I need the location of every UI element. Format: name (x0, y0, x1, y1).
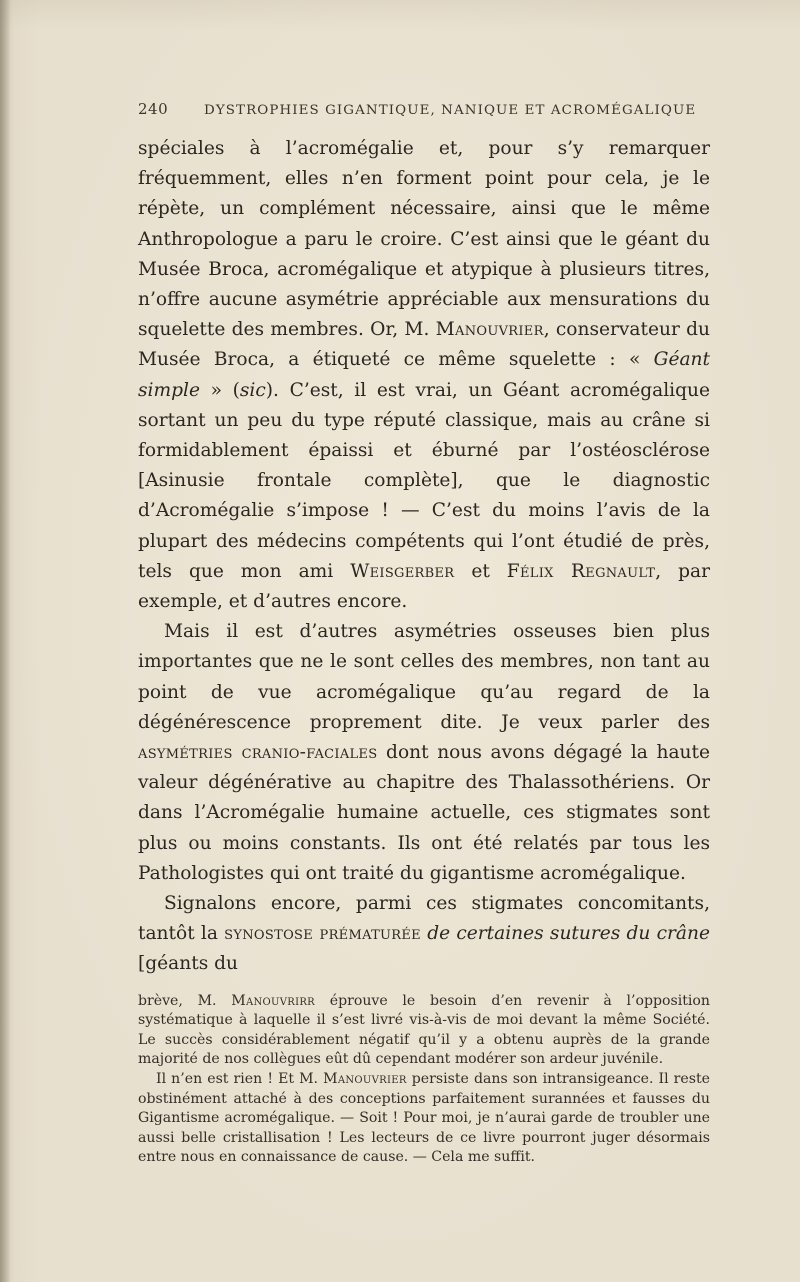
paragraph-2 (138, 617, 710, 889)
text-run: persiste dans son intransigeance. Il reste obstinément attaché à des conceptions parfaitement surannées et fausses du Gigantisme acromégalique. — Soit ! Pour moi, je n’aurai garde de troubler une aussi belle cristallisation ! Les lecteurs de ce livre pourront juger désormais entre nous en connaissance de cause. — Cela me suffit. (138, 1071, 710, 1166)
text-run: éprouve le besoin d’en revenir à l’opposition systématique à laquelle il s’est livré vis-à-vis de moi devant la même Société. Le succès considérablement négatif qu’il y a obtenu auprès de la grande majorité de nos collègues eût dû cependant modérer son ardeur juvénile. (138, 992, 710, 1068)
footnote-paragraph-1 (138, 992, 710, 1070)
footnote (138, 992, 710, 1168)
quoted-label: Géant simple (138, 349, 710, 401)
text-run: spéciales à l’acromégalie et, pour s’y remarquer fréquemment, elles n’en forment point pour cela, je le répète, un complément nécessaire, ainsi que le même Anthropologue a paru le croire. C’est ainsi que le géant du Musée Broca, acromégalique et atypique à plusieurs titres, n’offre aucune asymétrie appréciable aux mensurations du squelette des membres. Or, M. (138, 138, 710, 341)
text-run: Mais il est d’autres asymétries osseuses bien plus importantes que ne le sont celles des membres, non tant au point de vue acromégalique qu’au regard de la dégénérescence proprement dite. Je veux parler des (138, 621, 710, 733)
paragraph-1 (138, 134, 710, 617)
text-run: [géants du (138, 953, 239, 975)
term-sutures: de certaines sutures du crâne (427, 923, 710, 945)
text-run: Signalons encore, parmi ces stigmates concomitants, tantôt la (138, 893, 710, 945)
text-run: , conservateur du Musée Broca, a étiqueté ce même squelette : « (138, 319, 710, 371)
text-run: , par exemple, et d’autres encore. (138, 560, 710, 613)
text-run: brève, M. (138, 992, 232, 1009)
sic-note: sic (239, 379, 266, 401)
author-name-manouvrier: Manouvrirr (231, 992, 316, 1009)
author-name-manouvrier: Manouvrier (323, 1071, 407, 1088)
page-spine-shadow (0, 0, 10, 1282)
term-asymetries: asymétries cranio-faciales (138, 742, 378, 764)
paragraph-3 (138, 889, 710, 980)
term-synostose: synostose prématurée (224, 923, 421, 945)
text-run: Il n’en est rien ! Et M. (156, 1071, 324, 1088)
chapter-title: DYSTROPHIES GIGANTIQUE, NANIQUE ET ACROMÉGALIQUE (204, 103, 697, 118)
footnote-paragraph-2 (138, 1070, 710, 1168)
author-name-manouvrier: Manouvrier (435, 319, 544, 341)
text-run: ). C’est, il est vrai, un Géant acromégalique sortant un peu du type réputé classique, mais au crâne si formidablement épaissi et éburné par l’ostéosclérose [Asinusie frontale complète], que le diagnostic d’Acromégalie s’impose ! — C’est du moins l’avis de la plupart des médecins compétents qui l’ont étudié de près, tels que mon ami (138, 379, 711, 582)
author-name-weisgerber: Weisgerber (350, 560, 455, 582)
running-head (138, 100, 710, 134)
author-name-felix-regnault: Félix Regnault (506, 560, 656, 582)
body-text (138, 134, 710, 980)
page-number: 240 (138, 100, 169, 118)
text-run: et (454, 560, 507, 582)
book-page (138, 100, 710, 1168)
text-run: dont nous avons dégagé la haute valeur dégénérative au chapitre des Thalassothériens. Or dans l’Acromégalie humaine actuelle, ces stigmates sont plus ou moins constants. Ils ont été relatés par tous les Pathologistes qui ont traité du gigantisme acromégalique. (138, 742, 710, 884)
text-run: » ( (199, 379, 240, 401)
